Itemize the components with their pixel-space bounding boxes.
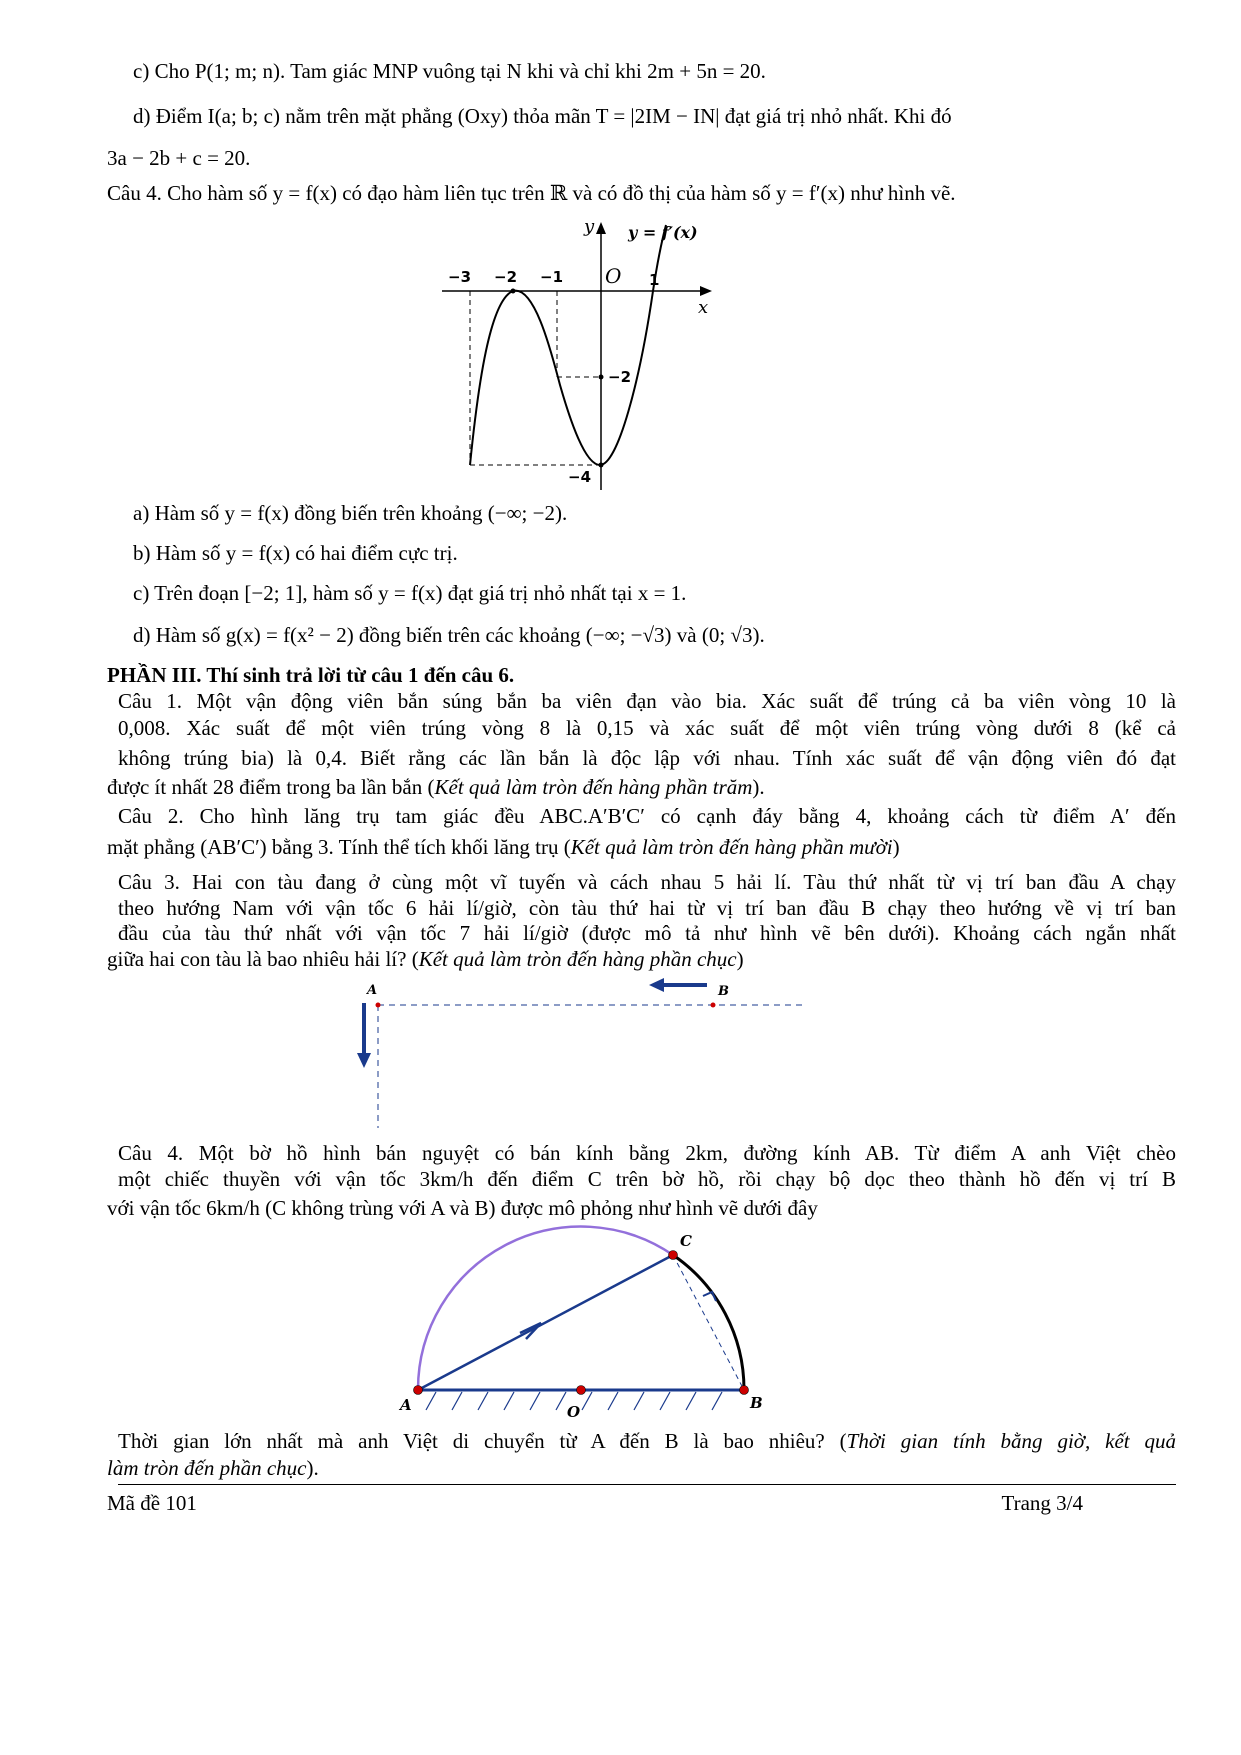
p1-line4-text: được ít nhất 28 điểm trong ba lần bắn ( xyxy=(107,775,435,799)
x-tick-minus1: −1 xyxy=(540,268,564,286)
footer-rule xyxy=(118,1484,1176,1485)
y-tick-minus2: −2 xyxy=(608,368,632,386)
point-o xyxy=(577,1386,586,1395)
p4-rounding-note-1: Thời gian tính bằng giờ, kết quả xyxy=(846,1429,1176,1453)
exam-code: Mã đề 101 xyxy=(107,1491,197,1515)
q3-statement-c: c) Cho P(1; m; n). Tam giác MNP vuông tại N khi và chỉ khi 2m + 5n = 20. xyxy=(133,59,766,83)
tick-dot-minus2 xyxy=(511,289,516,294)
p4-question-line1 xyxy=(118,1428,1176,1454)
x-tick-minus3: −3 xyxy=(448,268,472,286)
p3-line3: đầu của tàu thứ nhất với vận tốc 7 hải lí/giờ (được mô tả như hình vẽ bên dưới). Khoảng cách ngắn nhất xyxy=(118,921,1176,945)
y-axis-label: y xyxy=(584,216,595,237)
q4-statement-a: a) Hàm số y = f(x) đồng biến trên khoảng (−∞; −2). xyxy=(133,501,568,525)
x-tick-minus2: −2 xyxy=(494,268,518,286)
point-c xyxy=(669,1251,678,1260)
q3-statement-d-line2: 3a − 2b + c = 20. xyxy=(107,146,251,170)
q3-statement-d-line1: d) Điểm I(a; b; c) nằm trên mặt phẳng (Oxy) thỏa mãn T = |2IM − IN| đạt giá trị nhỏ nhất. Khi đó xyxy=(133,104,952,128)
p3-line4 xyxy=(107,946,744,972)
point-b xyxy=(740,1386,749,1395)
p2-line2-end: ) xyxy=(892,835,900,859)
lake-shore-arc-ac xyxy=(418,1227,673,1390)
page-number: Trang 3/4 xyxy=(1001,1491,1083,1515)
p3-rounding-note: Kết quả làm tròn đến hàng phần chục xyxy=(418,947,737,971)
p2-line1: Câu 2. Cho hình lăng trụ tam giác đều ABC.A′B′C′ có cạnh đáy bằng 4, khoảng cách từ điểm A′ đến xyxy=(118,804,1176,828)
p4-line3: với vận tốc 6km/h (C không trùng với A và B) được mô phỏng như hình vẽ dưới đây xyxy=(107,1196,818,1220)
p4-line2: một chiếc thuyền với vận tốc 3km/h đến điểm C trên bờ hồ, rồi chạy bộ dọc theo thành hồ đến vị trí B xyxy=(118,1167,1176,1191)
y-axis-arrow-icon xyxy=(596,222,606,234)
lake-label-b: B xyxy=(750,1394,763,1412)
derivative-curve xyxy=(470,225,666,465)
lake-diagram xyxy=(395,1225,785,1425)
q4-statement-c: c) Trên đoạn [−2; 1], hàm số y = f(x) đạt giá trị nhỏ nhất tại x = 1. xyxy=(133,581,687,605)
y-tick-minus4: −4 xyxy=(568,468,592,486)
tick-dot-y-minus2 xyxy=(599,375,604,380)
p2-line2 xyxy=(107,834,900,860)
p2-line2-text: mặt phẳng (AB′C′) bằng 3. Tính thể tích khối lăng trụ ( xyxy=(107,835,571,859)
p4-line1: Câu 4. Một bờ hồ hình bán nguyệt có bán kính bằng 2km, đường kính AB. Từ điểm A anh Việt chèo xyxy=(118,1141,1176,1165)
south-arrow-icon xyxy=(357,1053,371,1068)
origin-label: O xyxy=(605,264,622,288)
part3-heading: PHẦN III. Thí sinh trả lời từ câu 1 đến câu 6. xyxy=(107,663,515,687)
p1-rounding-note: Kết quả làm tròn đến hàng phần trăm xyxy=(434,775,753,799)
point-b xyxy=(711,1003,716,1008)
p1-line1: Câu 1. Một vận động viên bắn súng bắn ba viên đạn vào bia. Xác suất để trúng cả ba viên vòng 10 là xyxy=(118,689,1176,713)
p1-line2: 0,008. Xác suất để một viên trúng vòng 8 là 0,15 và xác suất để một viên trúng vòng dưới 8 (kể cả xyxy=(118,716,1176,740)
x-axis-arrow-icon xyxy=(700,286,712,296)
boat-path-ac xyxy=(418,1255,673,1390)
p1-line3: không trúng bia) là 0,4. Biết rằng các lần bắn là độc lập với nhau. Tính xác suất để vận động viên đó đạt xyxy=(118,746,1176,770)
p3-line2: theo hướng Nam với vận tốc 6 hải lí/giờ, còn tàu thứ hai từ vị trí ban đầu B chạy theo hướng về vị trí ban xyxy=(118,896,1176,920)
lake-label-c: C xyxy=(680,1232,692,1250)
q4-statement-b: b) Hàm số y = f(x) có hai điểm cực trị. xyxy=(133,541,458,565)
chord-cb xyxy=(673,1255,744,1390)
q4-stem: Câu 4. Cho hàm số y = f(x) có đạo hàm liên tục trên ℝ và có đồ thị của hàm số y = f′(x) như hình vẽ. xyxy=(107,181,956,205)
p4-question-end: ). xyxy=(306,1456,319,1480)
p1-line4 xyxy=(107,774,765,800)
x-axis-label: x xyxy=(698,297,709,318)
p4-rounding-note-2: làm tròn đến phần chục xyxy=(107,1456,307,1480)
p3-line4-end: ) xyxy=(736,947,744,971)
p3-line1: Câu 3. Hai con tàu đang ở cùng một vĩ tuyến và cách nhau 5 hải lí. Tàu thứ nhất từ vị trí ban đầu A chạy xyxy=(118,870,1176,894)
lake-label-o: O xyxy=(567,1403,581,1421)
west-arrow-icon xyxy=(649,978,664,992)
point-a xyxy=(414,1386,423,1395)
point-a xyxy=(376,1003,381,1008)
x-tick-1: 1 xyxy=(649,271,660,289)
q4-statement-d: d) Hàm số g(x) = f(x² − 2) đồng biến trên các khoảng (−∞; −√3) và (0; √3). xyxy=(133,623,765,647)
ship-label-b: B xyxy=(718,984,729,999)
p4-question-line2 xyxy=(107,1455,319,1481)
derivative-graph xyxy=(430,210,730,500)
ships-diagram xyxy=(340,975,820,1135)
ship-label-a: A xyxy=(367,983,378,998)
tick-dot-y-minus4 xyxy=(599,463,604,468)
p4-question-text: Thời gian lớn nhất mà anh Việt di chuyển từ A đến B là bao nhiêu? ( xyxy=(118,1429,847,1453)
p1-line4-end: ). xyxy=(752,775,765,799)
p2-rounding-note: Kết quả làm tròn đến hàng phần mười xyxy=(570,835,893,859)
lake-label-a: A xyxy=(400,1396,412,1414)
p3-line4-text: giữa hai con tàu là bao nhiêu hải lí? ( xyxy=(107,947,419,971)
curve-label: y = f′(x) xyxy=(628,223,698,242)
